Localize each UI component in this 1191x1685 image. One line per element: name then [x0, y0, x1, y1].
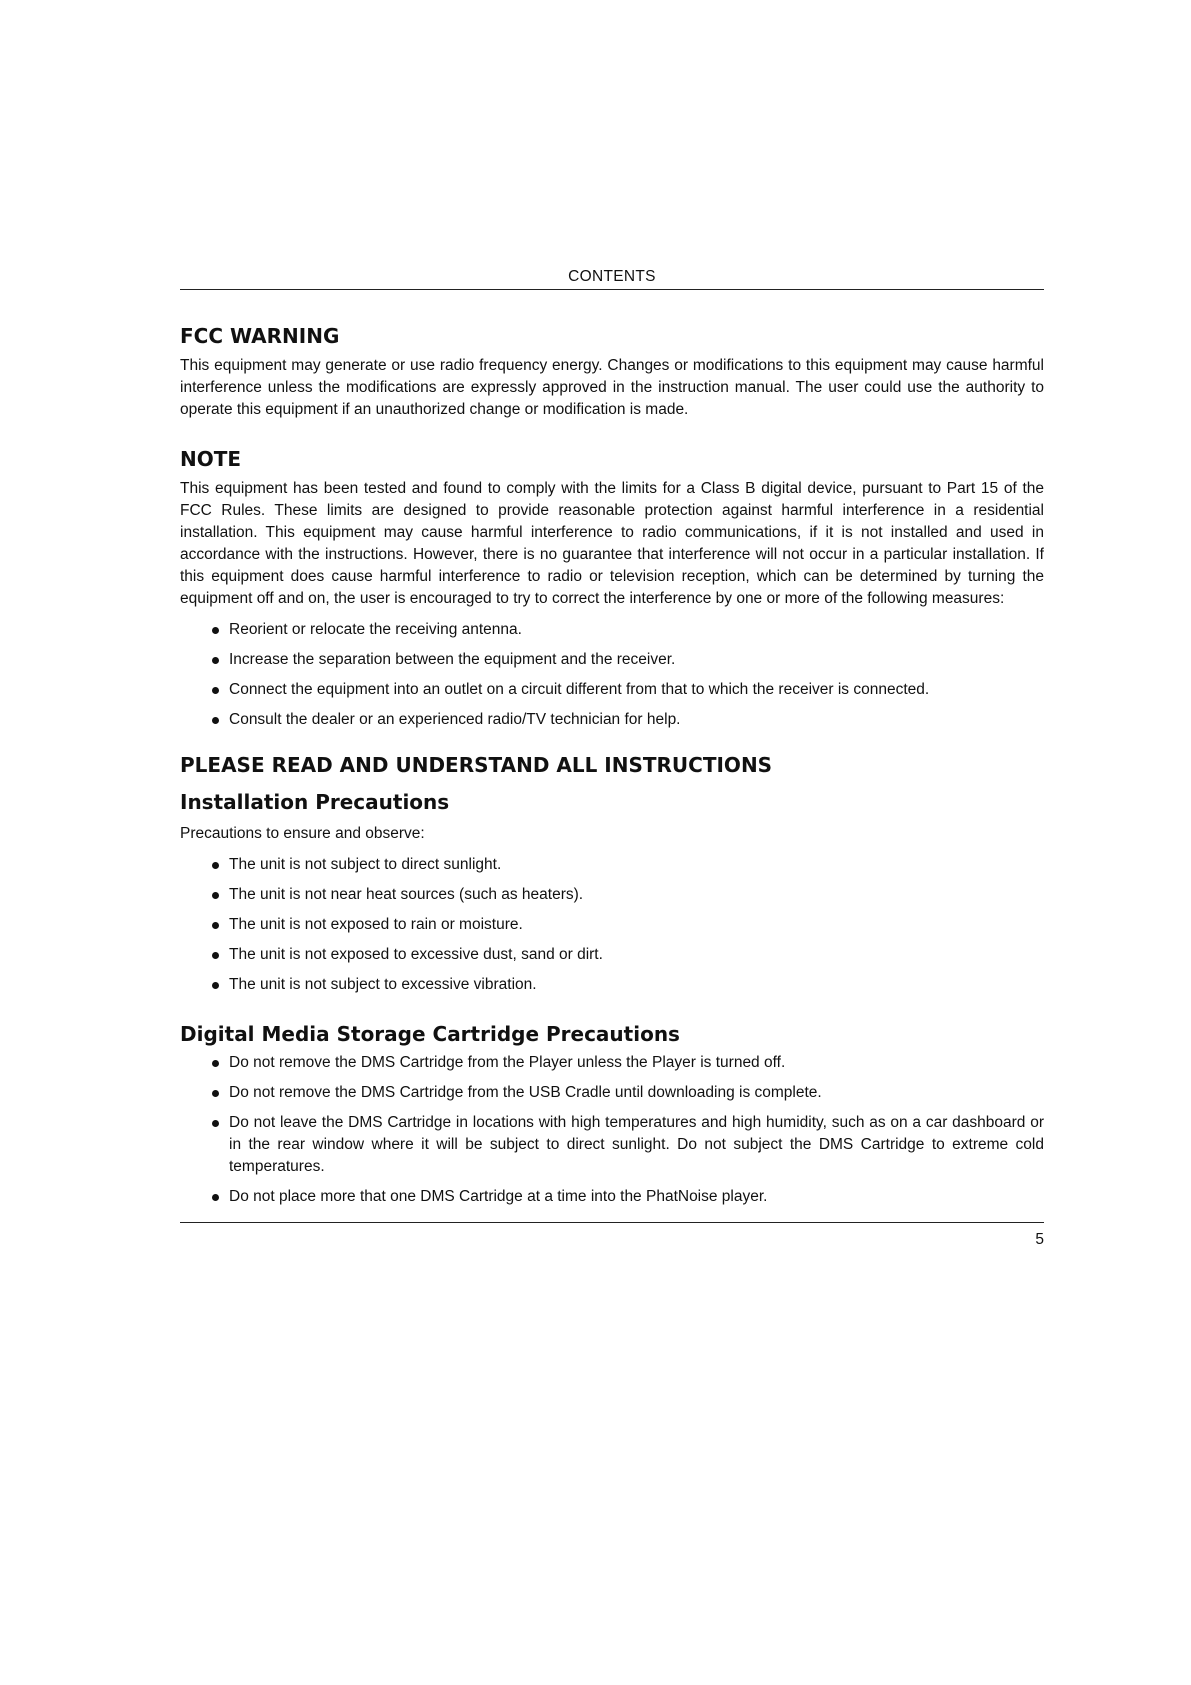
list-item: Reorient or relocate the receiving antenna. [180, 619, 1044, 641]
bullet-icon [212, 687, 219, 694]
page-number: 5 [1035, 1231, 1044, 1248]
list-item: The unit is not near heat sources (such as heaters). [180, 884, 1044, 906]
bullet-icon [212, 862, 219, 869]
installation-intro: Precautions to ensure and observe: [180, 825, 425, 842]
list-item: Do not remove the DMS Cartridge from the Player unless the Player is turned off. [180, 1052, 1044, 1074]
bullet-icon [212, 1060, 219, 1067]
list-item: The unit is not subject to direct sunlight. [180, 854, 1044, 876]
running-header: CONTENTS [180, 268, 1044, 290]
installation-precautions-list [180, 854, 1044, 996]
footer-rule [180, 1222, 1044, 1223]
list-item: The unit is not exposed to rain or moisture. [180, 914, 1044, 936]
bullet-icon [212, 922, 219, 929]
manual-page [180, 268, 1044, 1249]
installation-precautions-heading: Installation Precautions [180, 790, 450, 814]
interference-measures-list [180, 619, 1044, 731]
list-item: Connect the equipment into an outlet on a circuit different from that to which the receiver is connected. [180, 679, 1044, 701]
fcc-warning-heading: FCC WARNING [180, 324, 340, 348]
bullet-icon [212, 1090, 219, 1097]
bullet-icon [212, 657, 219, 664]
list-item: Consult the dealer or an experienced radio/TV technician for help. [180, 709, 1044, 731]
list-item: The unit is not exposed to excessive dust, sand or dirt. [180, 944, 1044, 966]
bullet-icon [212, 892, 219, 899]
list-item: Do not place more that one DMS Cartridge at a time into the PhatNoise player. [180, 1186, 1044, 1208]
note-paragraph: This equipment has been tested and found to comply with the limits for a Class B digital device, pursuant to Part 15 of the FCC Rules. These limits are designed to provide reasonable protection against harmful interference in a residential installation. This equipment may cause harmful interference to radio communications, if it is not installed and used in accordance with the instructions. However, there is no guarantee that interference will not occur in a particular installation. If this equipment does cause harmful interference to radio or television reception, which can be determined by turning the equipment off and on, the user is encouraged to try to correct the interference by one or more of the following measures: [180, 480, 1044, 607]
bullet-icon [212, 1120, 219, 1127]
bullet-icon [212, 982, 219, 989]
bullet-icon [212, 627, 219, 634]
bullet-icon [212, 952, 219, 959]
list-item: Do not leave the DMS Cartridge in locations with high temperatures and high humidity, such as on a car dashboard or in the rear window where it will be subject to direct sunlight. Do not subject the DMS Cartridge to extreme cold temperatures. [180, 1112, 1044, 1178]
note-heading: NOTE [180, 447, 242, 471]
bullet-icon [212, 717, 219, 724]
list-item: Increase the separation between the equipment and the receiver. [180, 649, 1044, 671]
bullet-icon [212, 1194, 219, 1201]
list-item: The unit is not subject to excessive vibration. [180, 974, 1044, 996]
fcc-warning-paragraph: This equipment may generate or use radio frequency energy. Changes or modifications to this equipment may cause harmful interference unless the modifications are expressly approved in the instruction manual. The user could use the authority to operate this equipment if an unauthorized change or modification is made. [180, 357, 1044, 418]
cartridge-precautions-list [180, 1052, 1044, 1208]
cartridge-precautions-heading: Digital Media Storage Cartridge Precautions [180, 1022, 680, 1046]
read-instructions-heading: PLEASE READ AND UNDERSTAND ALL INSTRUCTIONS [180, 753, 773, 777]
list-item: Do not remove the DMS Cartridge from the USB Cradle until downloading is complete. [180, 1082, 1044, 1104]
